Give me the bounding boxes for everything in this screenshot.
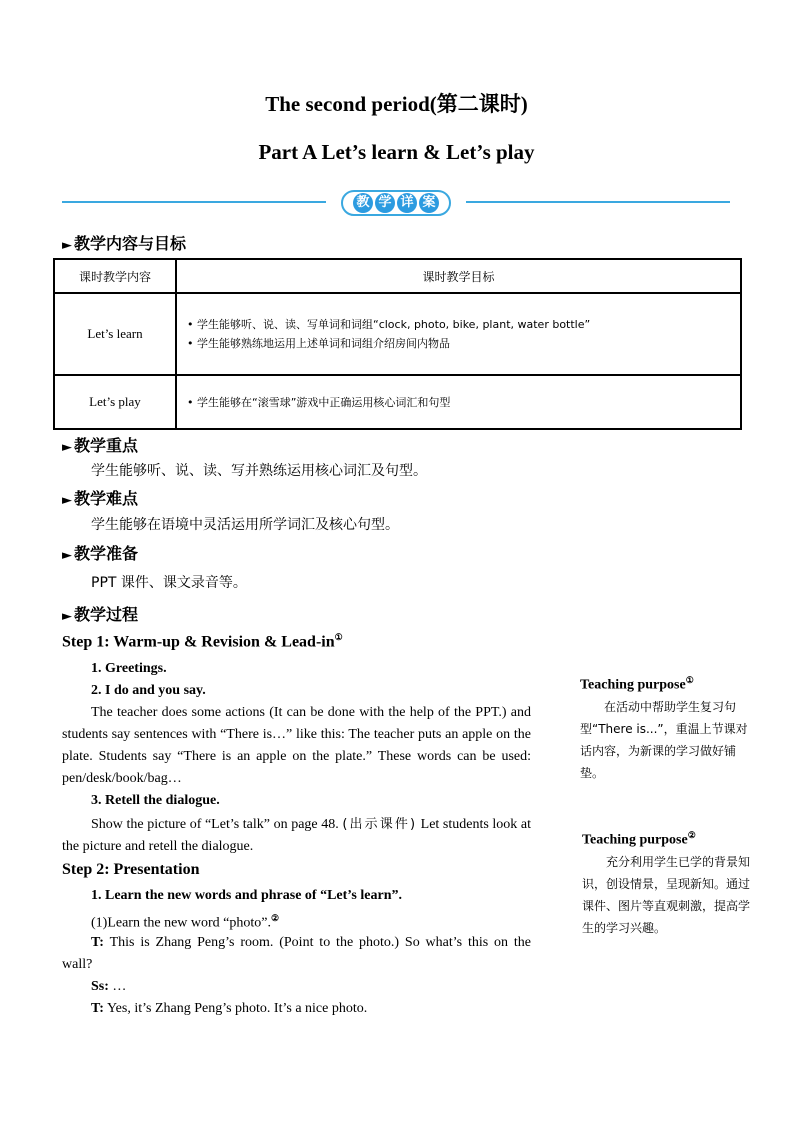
table-header-cell: 课时教学目标: [176, 259, 741, 293]
step1-title: Step 1: Warm-up & Revision & Lead-in①: [62, 632, 343, 651]
key-points-text: 学生能够听、说、读、写并熟练运用核心词汇及句型。: [91, 463, 427, 479]
goal-text: 学生能够熟练地运用上述单词和词组介绍房间内物品: [197, 337, 450, 350]
difficulties-text: 学生能够在语境中灵活运用所学词汇及核心句型。: [91, 517, 399, 533]
dialogue-line-students: Ss: …: [91, 979, 127, 994]
goals-table: [53, 258, 742, 430]
bullet-icon: •: [187, 337, 197, 350]
bullet-icon: •: [187, 395, 197, 409]
banner-char: 案: [419, 193, 439, 213]
step2-title: Step 2: Presentation: [62, 861, 200, 878]
table-cell-goals: [176, 375, 741, 429]
preparation-text: PPT 课件、课文录音等。: [91, 575, 247, 591]
banner-char: 学: [375, 193, 395, 213]
section-heading-key-points: ► 教学重点: [62, 436, 139, 455]
step2-sub1: (1)Learn the new word “photo”.②: [91, 913, 280, 931]
goal-text: 学生能够在“滚雪球”游戏中正确运用核心词汇和句型: [197, 395, 451, 409]
page-title: The second period(第二课时): [265, 92, 528, 116]
section-heading-difficulties: ► 教学难点: [62, 489, 139, 508]
step1-item1: 1. Greetings.: [91, 661, 167, 676]
table-row: [54, 375, 741, 429]
banner-char: 详: [397, 193, 417, 213]
bullet-icon: •: [187, 318, 197, 331]
triangle-icon: ►: [62, 238, 72, 253]
table-cell-content: Let’s learn: [54, 293, 176, 375]
triangle-icon: ►: [62, 440, 72, 455]
section-heading-preparation: ► 教学准备: [62, 544, 139, 563]
table-cell-content: Let’s play: [54, 375, 176, 429]
step1-item3-text: Show the picture of “Let’s talk” on page 48. (出示课件) Let students look at the picture and retell the dialogue.: [62, 817, 531, 854]
table-cell-goals: [176, 293, 741, 375]
sidebar-note-title: Teaching purpose①: [580, 675, 694, 693]
footnote-mark: ②: [270, 913, 280, 923]
sidebar-note-text: 充分利用学生已学的背景知识，创设情景，呈现新知。通过课件、图片等直观刺激，提高学生的学习兴趣。: [582, 855, 751, 935]
triangle-icon: ►: [62, 548, 72, 563]
footnote-mark: ①: [334, 632, 343, 642]
triangle-icon: ►: [62, 493, 72, 508]
table-header-row: [54, 259, 741, 293]
goal-text: 学生能够听、说、读、写单词和词组“clock, photo, bike, plant, water bottle”: [197, 318, 591, 331]
page-subtitle: Part A Let’s learn & Let’s play: [258, 140, 535, 164]
section-heading-process: ► 教学过程: [62, 605, 139, 624]
table-header-cell: 课时教学内容: [54, 259, 176, 293]
dialogue-line-teacher: T: Yes, it’s Zhang Peng’s photo. It’s a nice photo.: [91, 1001, 368, 1016]
step2-item1: 1. Learn the new words and phrase of “Let’s learn”.: [91, 888, 402, 903]
sidebar-note-title: Teaching purpose②: [582, 830, 696, 848]
dialogue-line-teacher: T: This is Zhang Peng’s room. (Point to the photo.) So what’s this on the wall?: [62, 935, 532, 972]
banner-char: 教: [353, 193, 373, 213]
step1-item3: 3. Retell the dialogue.: [91, 793, 220, 808]
step1-item2: 2. I do and you say.: [91, 683, 206, 698]
section-heading-content-goals: ► 教学内容与目标: [62, 234, 187, 253]
step1-item2-text: The teacher does some actions (It can be done with the help of the PPT.) and students say sentences with “There is…” like this: The teacher puts an apple on the plate. Students say “There is an apple on the plate.” These words can be used: pen/desk/book/bag…: [62, 705, 531, 786]
table-row: [54, 293, 741, 375]
banner: [326, 191, 466, 215]
sidebar-note-text: 在活动中帮助学生复习句型“There is...”，重温上节课对话内容，为新课的学习做好铺垫。: [580, 700, 748, 780]
triangle-icon: ►: [62, 609, 72, 624]
